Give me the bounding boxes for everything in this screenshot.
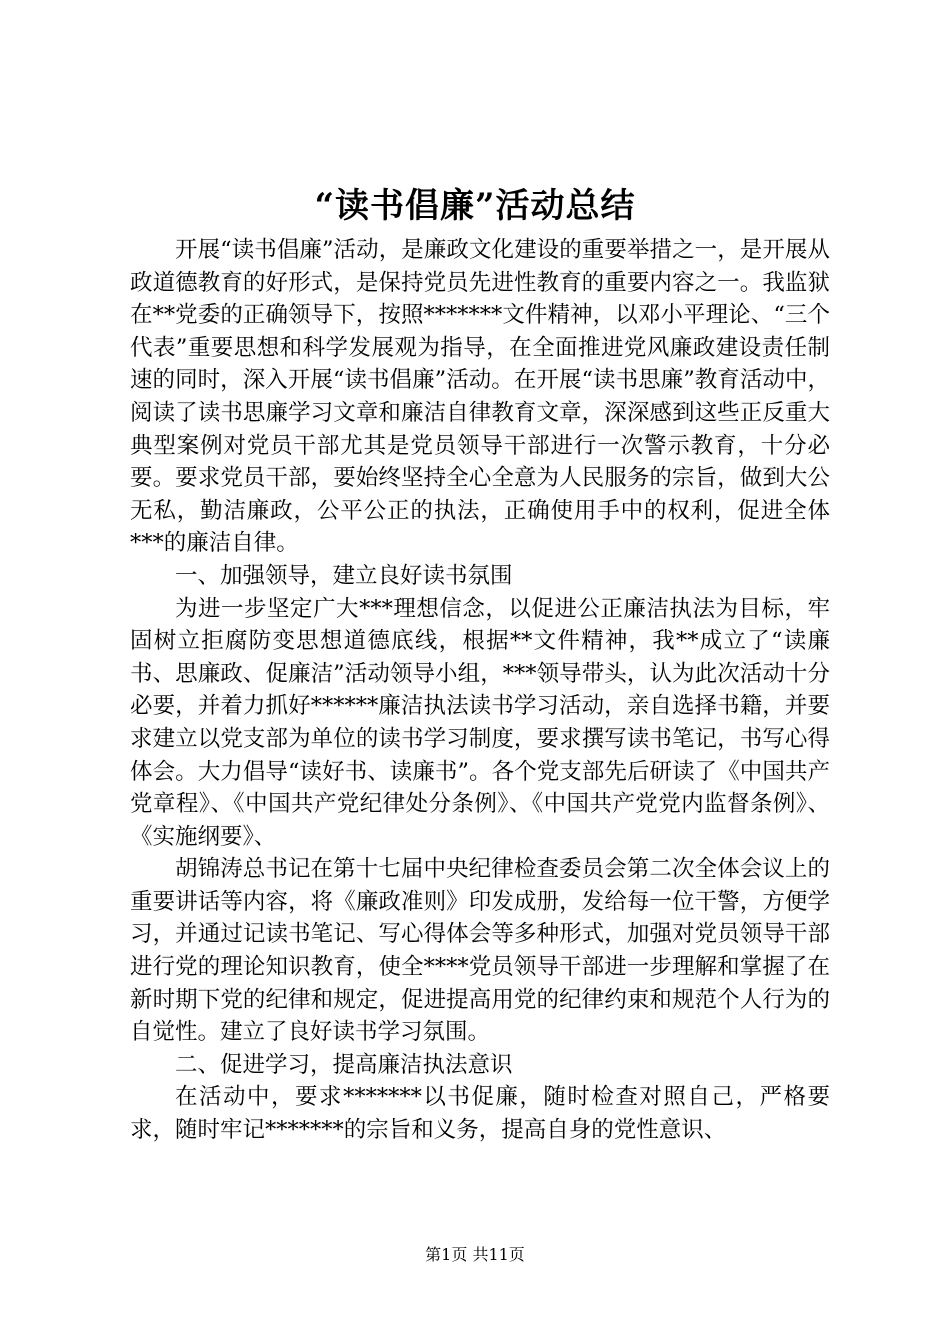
paragraph-intro: 开展“读书倡廉”活动，是廉政文化建设的重要举措之一，是开展从政道德教育的好形式，是保持党员先进性教育的重要内容之一。我监狱在**党委的正确领导下，按照*******文件精神，以邓小平理论、“三个代表”重要思想和科学发展观为指导，在全面推进党风廉政建设责任制速的同时，深入开展“读书倡廉”活动。在开展“读书思廉”教育活动中，阅读了读书思廉学习文章和廉洁自律教育文章，深深感到这些正反重大典型案例对党员干部尤其是党员领导干部进行一次警示教育，十分必要。要求党员干部，要始终坚持全心全意为人民服务的宗旨，做到大公无私，勤洁廉政，公平公正的执法，正确使用手中的权利，促进全体***的廉洁自律。 xyxy=(130,237,830,557)
document-title: “读书倡廉”活动总结 xyxy=(314,186,636,226)
section-heading-2: 二、促进学习，提高廉洁执法意识 xyxy=(175,1051,513,1078)
paragraph-section-1: 为进一步坚定广大***理想信念，以促进公正廉洁执法为目标，牢固树立拒腐防变思想道德底线，根据**文件精神，我**成立了“读廉书、思廉政、促廉洁”活动领导小组，***领导带头，认为此次活动十分必要，并着力抓好******廉洁执法读书学习活动，亲自选择书籍，并要求建立以党支部为单位的读书学习制度，要求撰写读书笔记，书写心得体会。大力倡导“读好书、读廉书”。各个党支部先后研读了《中国共产党章程》、《中国共产党纪律处分条例》、《中国共产党党内监督条例》、《实施纲要》、 xyxy=(130,595,830,850)
paragraph-section-1-continued: 胡锦涛总书记在第十七届中央纪律检查委员会第二次全体会议上的重要讲话等内容，将《廉政准则》印发成册，发给每一位干警，方便学习，并通过记读书笔记、写心得体会等多种形式，加强对党员领导干部进行党的理论知识教育，使全****党员领导干部进一步理解和掌握了在新时期下党的纪律和规定，促进提高用党的纪律约束和规范个人行为的自觉性。建立了良好读书学习氛围。 xyxy=(130,856,830,1046)
document-body xyxy=(130,234,830,1147)
page-number-footer: 第1页 共11页 xyxy=(425,1245,525,1264)
section-heading-1: 一、加强领导，建立良好读书氛围 xyxy=(175,562,513,589)
paragraph-section-2: 在活动中，要求*******以书促廉，随时检查对照自己，严格要求，随时牢记*******的宗旨和义务，提高自身的党性意识、 xyxy=(130,1084,830,1144)
